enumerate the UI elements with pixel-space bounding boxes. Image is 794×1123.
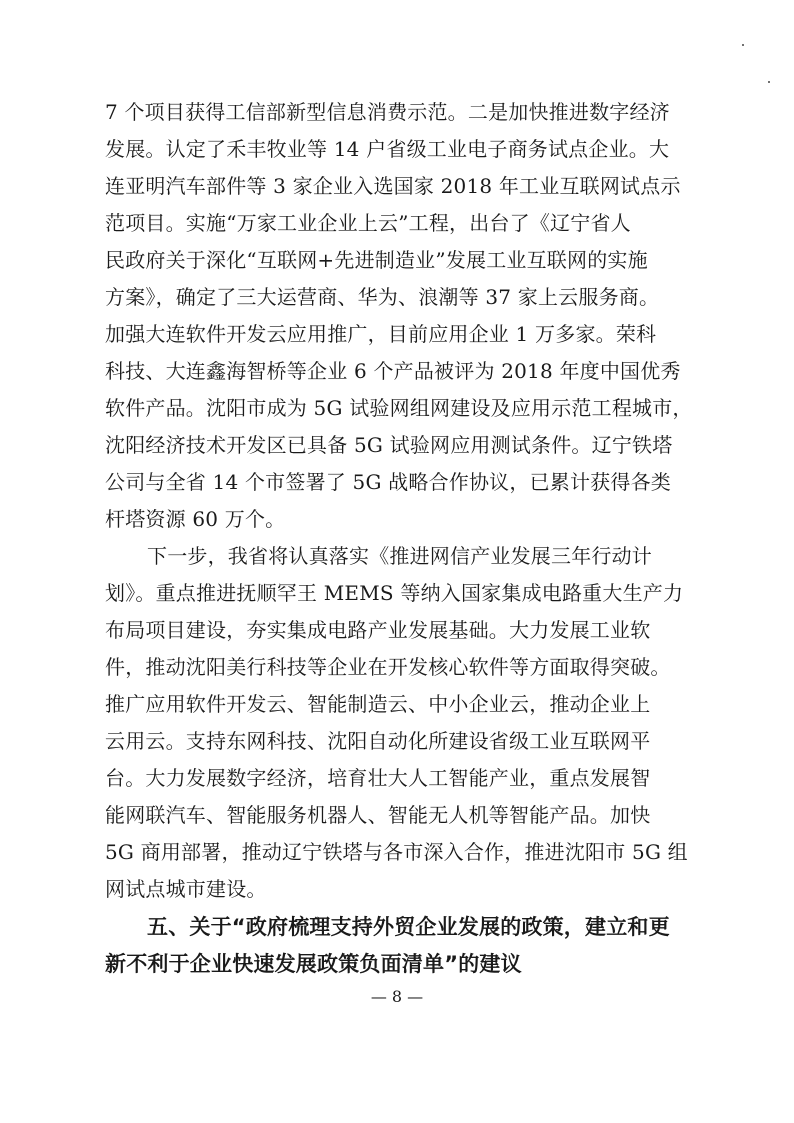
- section-heading-line: 新不利于企业快速发展政策负面清单”的建议: [105, 952, 522, 976]
- page-number: — 8 —: [370, 987, 424, 1006]
- paragraph-line: 连亚明汽车部件等 3 家企业入选国家 2018 年工业互联网试点示: [105, 174, 681, 198]
- paragraph-line: 云用云。支持东网科技、沈阳自动化所建设省级工业互联网平: [105, 729, 651, 753]
- section-heading-line: 五、关于“政府梳理支持外贸企业发展的政策，建立和更: [147, 915, 670, 939]
- paragraph-line: 5G 商用部署，推动辽宁铁塔与各市深入合作，推进沈阳市 5G 组: [105, 840, 688, 864]
- paragraph-line: 软件产品。沈阳市成为 5G 试验网组网建设及应用示范工程城市，: [105, 396, 693, 420]
- paragraph-line: 加强大连软件开发云应用推广，目前应用企业 1 万多家。荣科: [105, 322, 657, 346]
- paragraph-line: 7 个项目获得工信部新型信息消费示范。二是加快推进数字经济: [105, 100, 670, 124]
- paragraph-line: 杆塔资源 60 万个。: [105, 507, 286, 531]
- paragraph-line: 沈阳经济技术开发区已具备 5G 试验网应用测试条件。辽宁铁塔: [105, 433, 673, 457]
- paragraph-line: 件，推动沈阳美行科技等企业在开发核心软件等方面取得突破。: [105, 655, 671, 679]
- paragraph-line: 推广应用软件开发云、智能制造云、中小企业云，推动企业上: [105, 692, 651, 716]
- paragraph-line: 台。大力发展数字经济，培育壮大人工智能产业，重点发展智: [105, 766, 651, 790]
- paragraph-line: 科技、大连鑫海智桥等企业 6 个产品被评为 2018 年度中国优秀: [105, 359, 681, 383]
- paragraph-line: 能网联汽车、智能服务机器人、智能无人机等智能产品。加快: [105, 803, 651, 827]
- paragraph-line: 布局项目建设，夯实集成电路产业发展基础。大力发展工业软: [105, 618, 651, 642]
- paragraph-line: 民政府关于深化“互联网+先进制造业”发展工业互联网的实施: [105, 248, 648, 272]
- paragraph-line: 网试点城市建设。: [105, 877, 267, 901]
- paragraph-line: 公司与全省 14 个市签署了 5G 战略合作协议，已累计获得各类: [105, 470, 671, 494]
- paragraph-line: 下一步，我省将认真落实《推进网信产业发展三年行动计: [147, 544, 652, 568]
- scan-speck: [742, 44, 744, 46]
- scan-speck: [768, 81, 770, 83]
- paragraph-line: 发展。认定了禾丰牧业等 14 户省级工业电子商务试点企业。大: [105, 137, 670, 161]
- paragraph-line: 划》。重点推进抚顺罕王 MEMS 等纳入国家集成电路重大生产力: [105, 581, 684, 605]
- paragraph-line: 方案》，确定了三大运营商、华为、浪潮等 37 家上云服务商。: [105, 285, 660, 309]
- paragraph-line: 范项目。实施“万家工业企业上云”工程，出台了《辽宁省人: [105, 211, 631, 235]
